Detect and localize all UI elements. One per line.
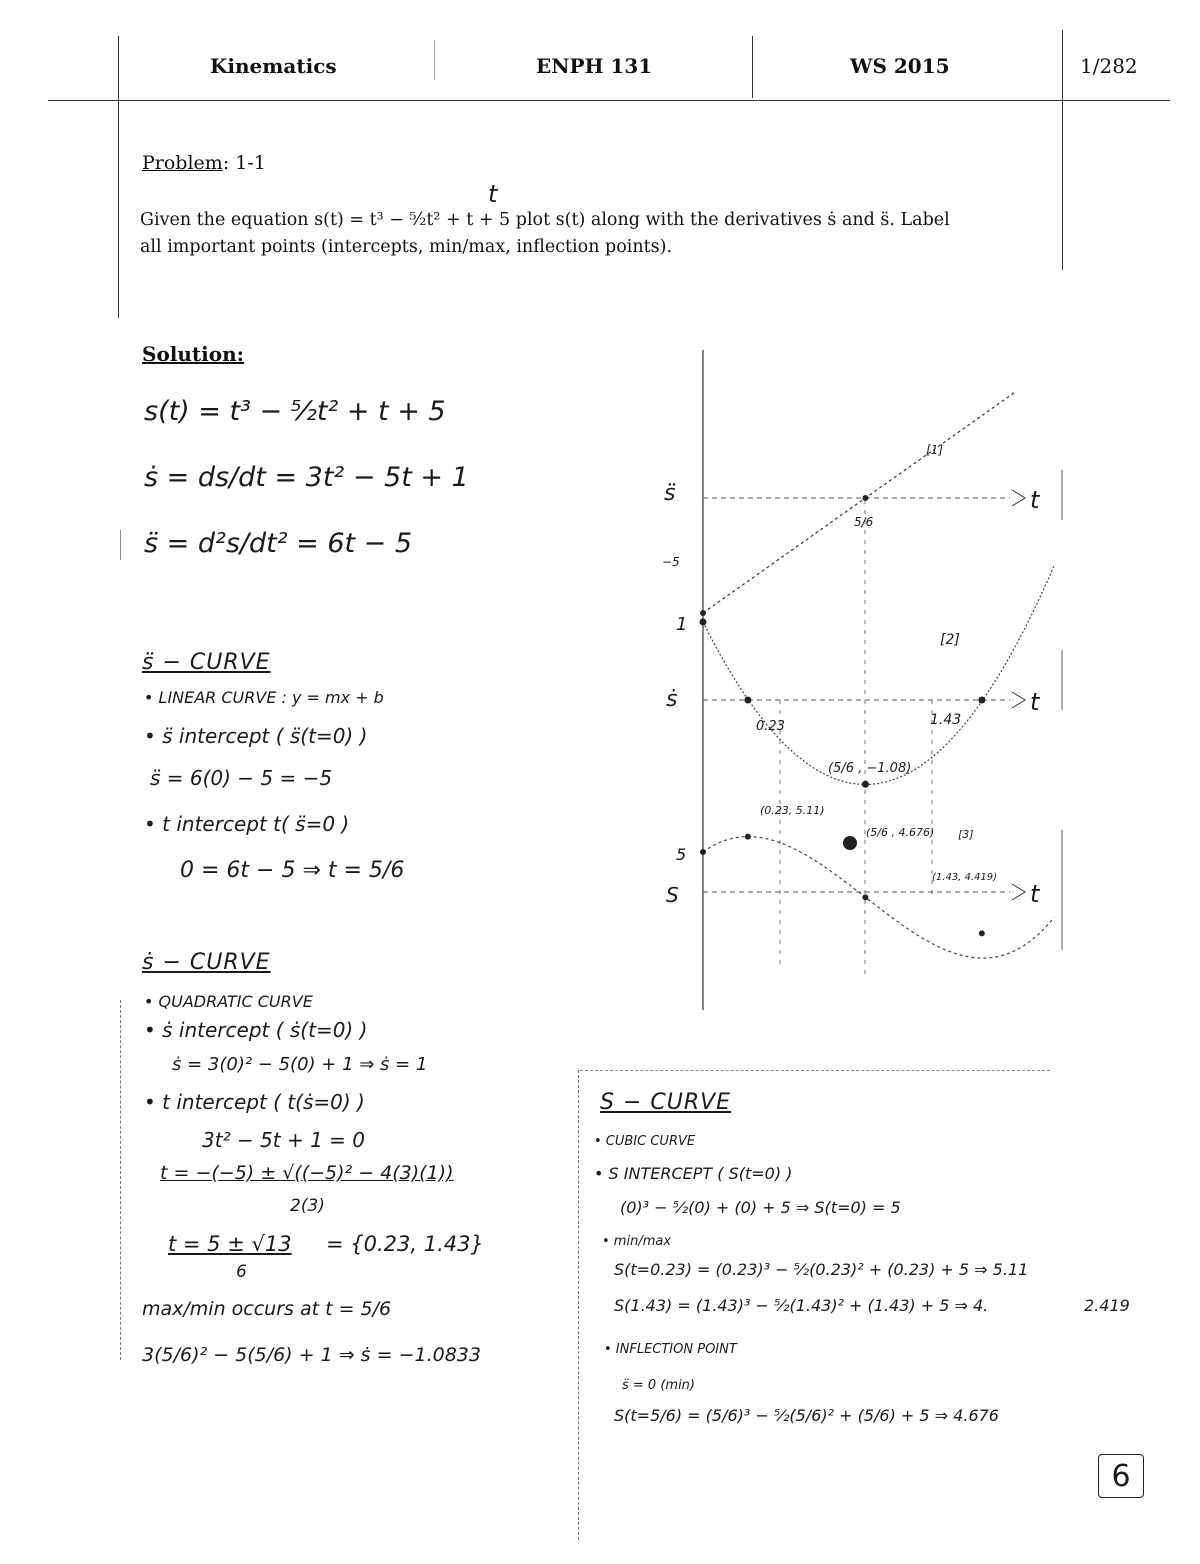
sdot-line-1: • QUADRATIC CURVE [144,992,313,1011]
sddot-t-intercept-label: 5/6 [854,515,874,529]
problem-label: Problem [142,152,223,174]
margin-dash-right [578,1070,579,1540]
sddot-line-1: • LINEAR CURVE : y = mx + b [144,688,384,707]
sdot-series-curve [703,566,1054,785]
s-point-2 [862,894,868,900]
header-rule [48,100,1170,101]
s-line-8: s̈ = 0 (min) [622,1378,695,1393]
s-plot [666,804,1054,958]
problem-statement [140,207,1040,261]
header-page-number: 1/282 [1080,54,1138,78]
sdot-t-arrow [1012,692,1025,708]
sdot-line-2: • ṡ intercept ( ṡ(t=0) ) [144,1018,368,1042]
s-degree-tag: [3] [958,828,974,841]
margin-dash-left [120,1000,121,1360]
problem-number: : 1-1 [222,152,266,174]
solution-heading: Solution: [142,342,245,366]
sddot-line-5: 0 = 6t − 5 ⇒ t = 5/6 [180,858,405,883]
s-line-4: • min/max [602,1234,672,1249]
sdot-line-8: t = 5 ± √13 [168,1232,292,1256]
margin-tick [120,530,121,560]
s-point-3 [979,930,985,936]
sdot-line-11: max/min occurs at t = 5/6 [142,1298,392,1320]
header-mid-vline [434,40,435,80]
problem-line-2: all important points (intercepts, min/max, inflection points). [140,237,673,257]
s-line-9: S(t=5/6) = (5/6)³ − ⁵⁄₂(5/6)² + (5/6) + 5 ⇒ 4.676 [614,1406,999,1425]
derivative-plots [640,340,1080,1020]
s-line-3: (0)³ − ⁵⁄₂(0) + (0) + 5 ⇒ S(t=0) = 5 [620,1198,901,1217]
header-right-vline [1062,30,1063,270]
sddot-t-label: t [1030,486,1040,514]
section-divider [580,1070,1050,1071]
sddot-degree-tag: [1] [926,443,943,457]
header-mid2-vline [752,36,753,98]
sdot-line-12: 3(5/6)² − 5(5/6) + 1 ⇒ ṡ = −1.0833 [142,1344,481,1366]
sdot-line-6: t = −(−5) ± √((−5)² − 4(3)(1)) [160,1162,454,1184]
sddot-point-0 [700,610,706,616]
s-line-1: • CUBIC CURVE [594,1134,696,1149]
s-series-curve [703,837,1054,959]
s-point-1 [745,834,751,840]
problem-line-1: Given the equation s(t) = t³ − ⁵⁄₂t² + t + 5 plot s(t) along with the derivatives ṡ and s̈. Label [140,210,950,230]
s-y-intercept-label: 5 [676,845,687,864]
sdot-point-3 [978,697,985,704]
sdot-min-label: (5/6 , −1.08) [828,761,912,776]
s-min-label: (1.43, 4.419) [932,872,998,883]
sdot-point-1 [744,697,751,704]
sdot-line-4: • t intercept ( t(ṡ=0) ) [144,1090,365,1114]
s-inflection-scribble [843,836,857,850]
s-inflection-label: (5/6 , 4.676) [866,826,935,839]
sdot-line-7: 2(3) [290,1196,325,1216]
problem-correction: t [488,180,498,208]
sddot-axis-label: s̈ [664,481,676,506]
s-line-7: • INFLECTION POINT [604,1342,737,1357]
s-axis-label: S [666,883,679,907]
header-course: ENPH 131 [536,54,653,78]
sddot-plot [662,392,1041,616]
sdot-line-5: 3t² − 5t + 1 = 0 [202,1128,366,1152]
sddot-curve-heading: s̈ − CURVE [142,650,271,675]
sdot-axis-label: ṡ [666,687,678,712]
sddot-t-arrow [1012,490,1025,506]
s-line-2: • S INTERCEPT ( S(t=0) ) [594,1164,793,1183]
sddot-line-4: • t intercept t( s̈=0 ) [144,812,350,836]
sddot-series-line [703,392,1015,613]
sddot-point-1 [862,495,868,501]
sdot-line-9: 6 [236,1262,247,1282]
sdot-line-10: = {0.23, 1.43} [326,1232,484,1256]
s-curve-heading: S − CURVE [600,1090,732,1115]
s-point-0 [700,849,706,855]
sdot-y-intercept-label: 1 [676,614,688,635]
sdot-root1-label: 0.23 [756,719,785,734]
sddot-line-3: s̈ = 6(0) − 5 = −5 [150,766,333,790]
s-t-arrow [1012,884,1025,900]
sddot-y-intercept-label: −5 [662,555,680,569]
header-left-vline [118,36,119,318]
sdot-point-0 [700,619,707,626]
grade-value: 6 [1111,1458,1131,1494]
header-term: WS 2015 [850,54,950,78]
sdot-curve-heading: ṡ − CURVE [142,950,271,975]
equation-sdot: ṡ = ds/dt = 3t² − 5t + 1 [144,462,469,493]
sdot-t-label: t [1030,688,1040,716]
equation-sddot: s̈ = d²s/dt² = 6t − 5 [144,528,413,559]
grade-box [1098,1454,1144,1498]
equation-s: s(t) = t³ − ⁵⁄₂t² + t + 5 [144,396,446,427]
s-line-5: S(t=0.23) = (0.23)³ − ⁵⁄₂(0.23)² + (0.23) + 5 ⇒ 5.11 [614,1260,1029,1279]
sdot-line-3: ṡ = 3(0)² − 5(0) + 1 ⇒ ṡ = 1 [172,1054,428,1075]
sdot-plot [666,566,1054,788]
sdot-point-2 [862,781,869,788]
sdot-root2-label: 1.43 [930,712,962,728]
s-t-label: t [1030,880,1040,908]
header-topic: Kinematics [210,54,337,78]
s-line-6-overflow: 2.419 [1084,1296,1130,1315]
sddot-line-2: • s̈ intercept ( s̈(t=0) ) [144,724,368,748]
s-line-6: S(1.43) = (1.43)³ − ⁵⁄₂(1.43)² + (1.43) + 5 ⇒ 4. [614,1296,989,1315]
problem-heading [142,152,266,174]
s-max-label: (0.23, 5.11) [760,804,825,817]
sdot-degree-tag: [2] [940,632,960,648]
